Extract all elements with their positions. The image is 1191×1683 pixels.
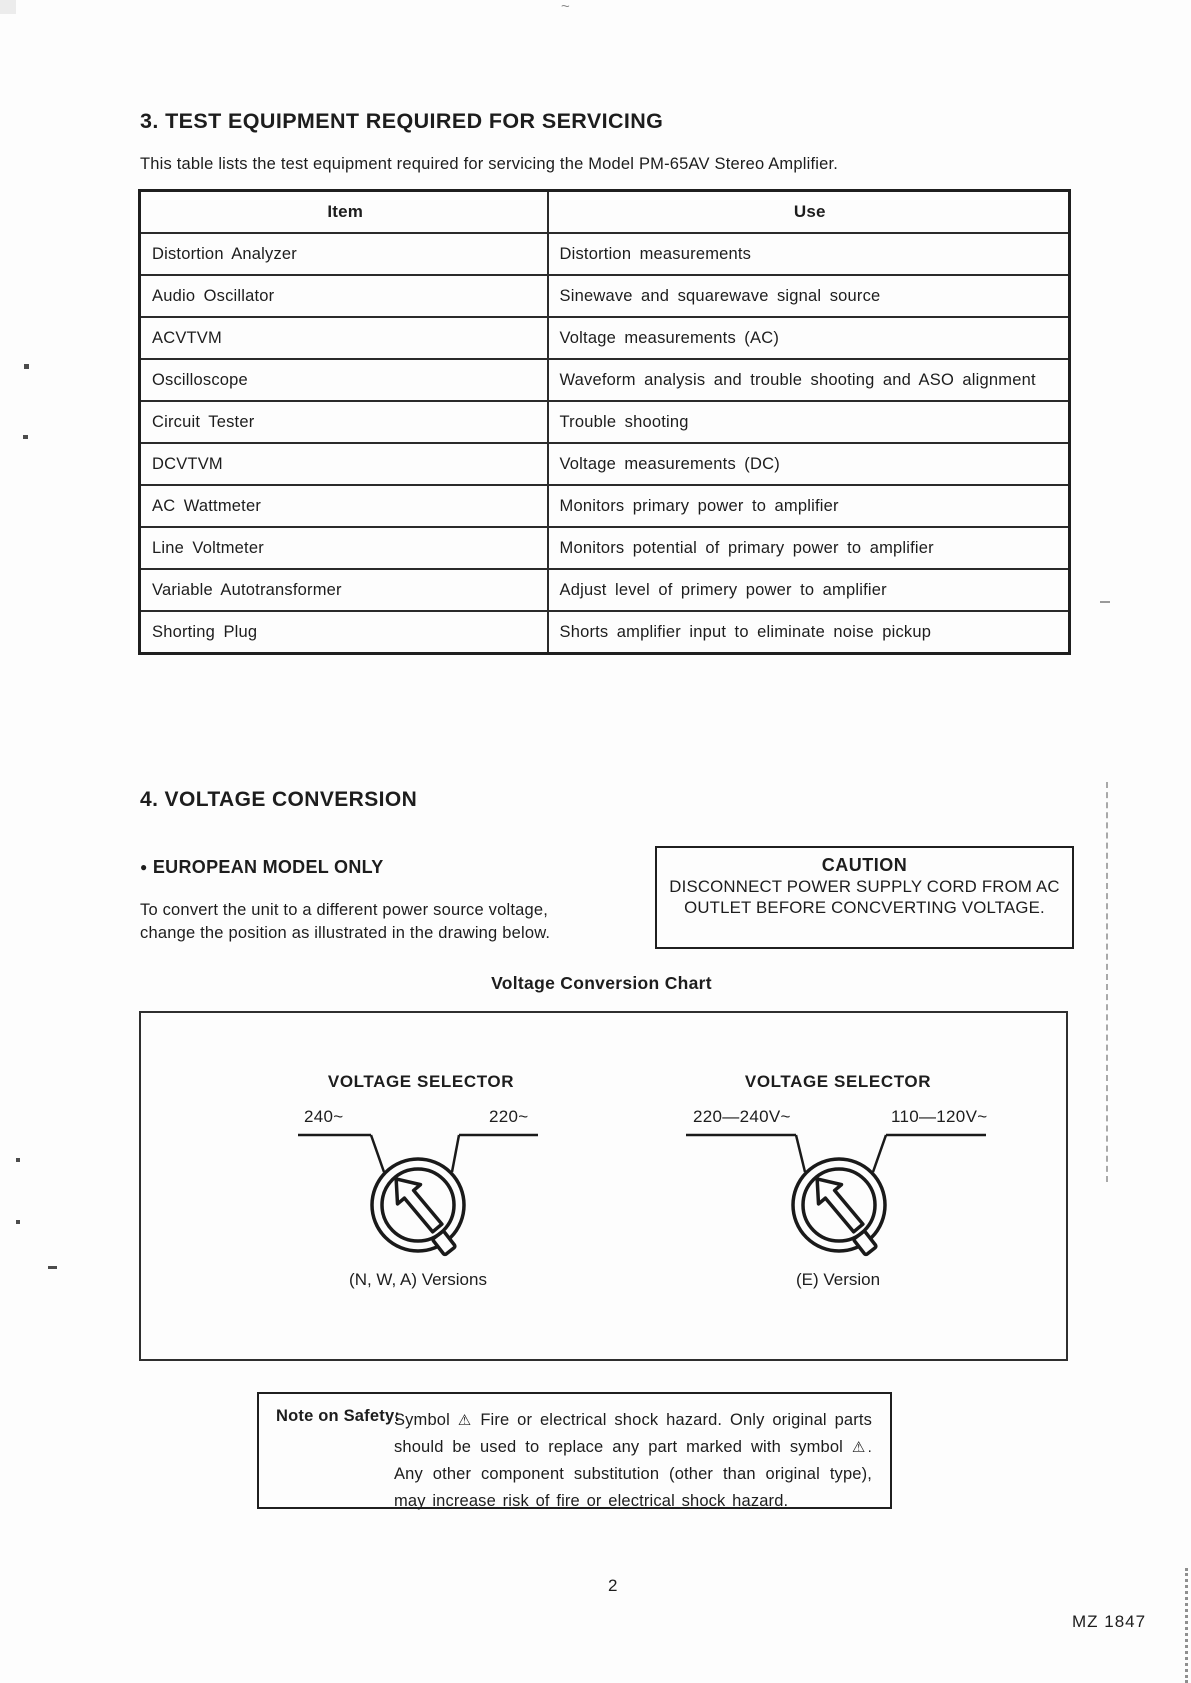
safety-note-label: Note on Safety: [276,1407,401,1425]
scan-artifact [24,364,29,369]
leader-line [796,1135,805,1172]
bullet-icon: ● [140,860,148,874]
safety-note-box [257,1392,892,1509]
table-row [140,485,1070,527]
scan-artifact [1100,601,1110,603]
section3-title: 3. TEST EQUIPMENT REQUIRED FOR SERVICING [140,109,664,133]
table-cell-item: Shorting Plug [140,611,548,654]
paragraph-line: change the position as illustrated in the drawing below. [140,924,551,942]
table-cell-use: Trouble shooting [548,401,1070,443]
table-cell-item: Oscilloscope [140,359,548,401]
table-cell-item: Distortion Analyzer [140,233,548,275]
selector-position-label-110-120: 110—120V~ [891,1107,988,1126]
european-model-label: EUROPEAN MODEL ONLY [152,857,384,877]
table-row [140,233,1070,275]
scan-artifact [1185,1568,1188,1683]
table-cell-use: Sinewave and squarewave signal source [548,275,1070,317]
table-cell-use: Distortion measurements [548,233,1070,275]
chart-title: Voltage Conversion Chart [491,973,712,993]
selector-caption-nwa: (N, W, A) Versions [349,1270,487,1289]
table-row [140,317,1070,359]
scan-artifact [0,0,16,14]
scan-artifact [48,1266,57,1269]
table-cell-use: Voltage measurements (DC) [548,443,1070,485]
european-model-heading [140,857,384,878]
document-code: MZ 1847 [1072,1612,1147,1631]
voltage-selector-heading: VOLTAGE SELECTOR [327,1072,515,1091]
selector-position-label-220: 220~ [489,1107,529,1126]
table-cell-use: Waveform analysis and trouble shooting and ASO alignment [548,359,1070,401]
selector-position-label-220-240: 220—240V~ [693,1107,791,1126]
table-header-row [140,191,1070,234]
table-cell-use: Adjust level of primery power to amplifier [548,569,1070,611]
hazard-triangle-icon: ⚠. [851,1439,872,1456]
table-row [140,527,1070,569]
section3-intro: This table lists the test equipment required for servicing the Model PM-65AV Stereo Amplifier. [140,155,839,173]
table-cell-item: Line Voltmeter [140,527,548,569]
table-cell-item: Circuit Tester [140,401,548,443]
caution-line: OUTLET BEFORE CONCVERTING VOLTAGE. [684,898,1045,917]
scan-artifact [16,1158,20,1162]
table-row [140,569,1070,611]
table-cell-item: Variable Autotransformer [140,569,548,611]
table-row [140,275,1070,317]
voltage-selector-dial-nwa [293,1129,543,1259]
table-cell-item: DCVTVM [140,443,548,485]
safety-note-text [394,1407,872,1515]
voltage-conversion-chart [139,1011,1068,1361]
note-segment: Fire or electrical shock hazard. Only original parts should be used to replace any part marked with symbol [394,1411,873,1456]
hazard-triangle-icon: ⚠ [457,1412,473,1429]
paragraph-line: To convert the unit to a different power source voltage, [140,901,549,919]
table-cell-use: Monitors potential of primary power to amplifier [548,527,1070,569]
table-row [140,401,1070,443]
table-cell-use: Shorts amplifier input to eliminate noise pickup [548,611,1070,654]
conversion-paragraph [140,899,550,945]
leader-line [873,1135,886,1172]
table-cell-use: Voltage measurements (AC) [548,317,1070,359]
leader-line [452,1135,459,1172]
table-cell-item: AC Wattmeter [140,485,548,527]
scan-artifact [16,1220,20,1224]
table-cell-use: Monitors primary power to amplifier [548,485,1070,527]
note-segment: Symbol [394,1411,450,1429]
leader-line [371,1135,384,1172]
note-segment: Any other component substitution (other than original type), may increase risk of fire or electrical shock hazard. [394,1465,872,1510]
table-row [140,611,1070,654]
selector-position-label-240: 240~ [304,1107,344,1126]
caution-box [655,846,1074,949]
voltage-selector-heading: VOLTAGE SELECTOR [744,1072,932,1091]
column-header-use: Use [548,191,1070,234]
scan-artifact [23,435,28,439]
scan-artifact [1106,782,1108,1182]
test-equipment-table [138,189,1071,655]
page-number: 2 [608,1576,618,1595]
table-cell-item: Audio Oscillator [140,275,548,317]
section4-title: 4. VOLTAGE CONVERSION [140,788,418,811]
scan-artifact: ~ [561,0,570,15]
caution-title: CAUTION [821,855,908,875]
voltage-selector-dial-e [686,1129,996,1259]
caution-line: DISCONNECT POWER SUPPLY CORD FROM AC [669,877,1060,896]
table-row [140,443,1070,485]
table-row [140,359,1070,401]
table-cell-item: ACVTVM [140,317,548,359]
selector-caption-e: (E) Version [795,1270,881,1289]
column-header-item: Item [140,191,548,234]
